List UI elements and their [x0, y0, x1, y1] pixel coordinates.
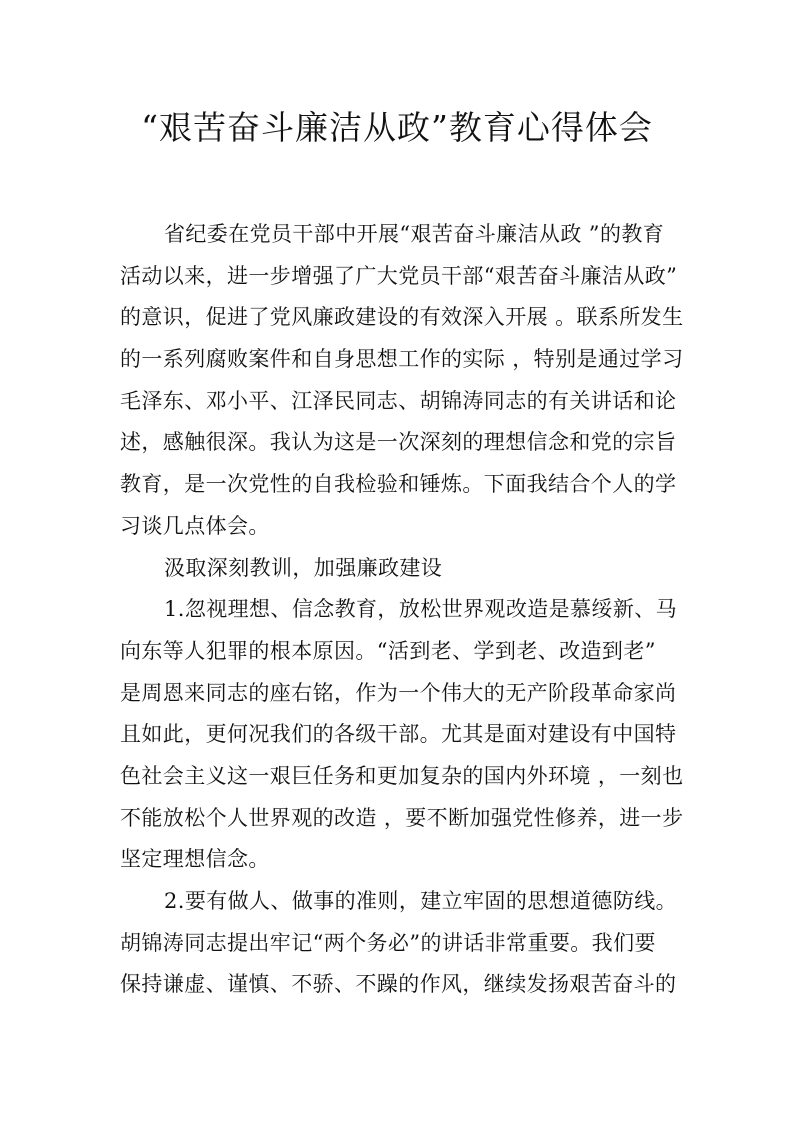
paragraph-line: 保持谦虚、谨慎、不骄、不躁的作风，继续发扬艰苦奋斗的: [120, 972, 677, 997]
paragraph-line: 的一系列腐败案件和自身思想工作的实际 ，特别是通过学习: [120, 347, 684, 372]
paragraph-line: 2.要有做人、做事的准则，建立牢固的思想道德防线。: [164, 889, 678, 913]
paragraph-line: 述，感触很深。我认为这是一次深刻的理想信念和党的宗旨: [120, 430, 677, 455]
paragraph-line: 教育，是一次党性的自我检验和锤炼。下面我结合个人的学: [120, 472, 677, 497]
paragraph-line: 向东等人犯罪的根本原因。“活到老、学到老、改造到老”: [120, 638, 656, 663]
paragraph-line: 坚定理想信念。: [120, 847, 270, 872]
paragraph-line: 毛泽东、邓小平、江泽民同志、胡锦涛同志的有关讲话和论: [120, 388, 677, 413]
paragraph-line: 习谈几点体会。: [120, 513, 270, 538]
paragraph-line: 1.忽视理想、信念教育，放松世界观改造是慕绥新、马: [164, 597, 678, 622]
paragraph-line: 不能放松个人世界观的改造 ，要不断加强党性修养，进一步: [120, 805, 684, 830]
paragraph-line: 是周恩来同志的座右铭，作为一个伟大的无产阶段革命家尚: [120, 680, 677, 705]
paragraph-line: 色社会主义这一艰巨任务和更加复杂的国内外环境 ，一刻也: [120, 763, 684, 788]
paragraph-line: 的意识，促进了党风廉政建设的有效深入开展 。联系所发生: [120, 305, 684, 330]
section-heading: 汲取深刻教训，加强廉政建设: [164, 555, 443, 580]
paragraph-line: 胡锦涛同志提出牢记“两个务必”的讲话非常重要。我们要: [120, 930, 656, 955]
paragraph-line: 省纪委在党员干部中开展“艰苦奋斗廉洁从政 ”的教育: [164, 222, 665, 246]
document-body: [120, 214, 695, 1006]
document-title: “艰苦奋斗廉洁从政”教育心得体会: [141, 108, 653, 147]
paragraph-line: 且如此，更何况我们的各级干部。尤其是面对建设有中国特: [120, 722, 677, 747]
paragraph-line: 活动以来，进一步增强了广大党员干部“艰苦奋斗廉洁从政”: [120, 263, 678, 288]
